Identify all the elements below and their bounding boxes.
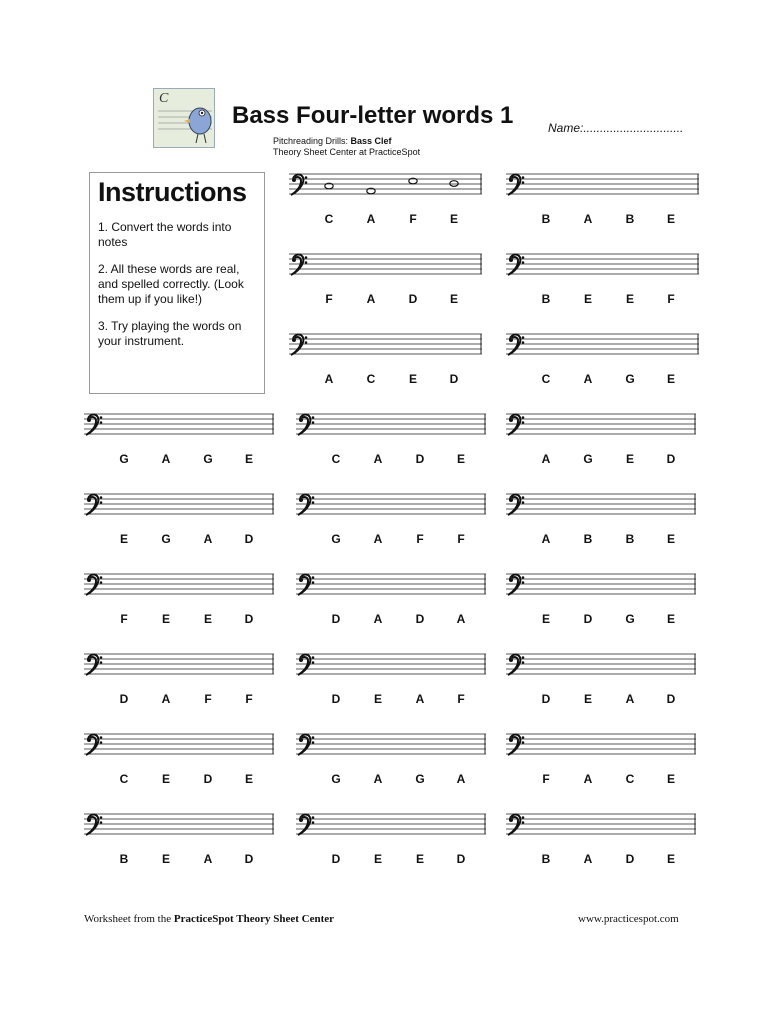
bass-staff[interactable] <box>84 650 274 686</box>
word-staff <box>506 250 699 310</box>
note-letter: F <box>409 212 417 226</box>
note-letter: D <box>331 852 341 866</box>
note-letter: A <box>366 212 376 226</box>
note-letter: D <box>415 452 425 466</box>
note-letter: E <box>625 452 635 466</box>
word-staff <box>84 570 274 630</box>
subtitle-drills-bold: Bass Clef <box>350 136 392 146</box>
note-letter: D <box>203 772 213 786</box>
note-letter: E <box>449 212 459 226</box>
note-letter: E <box>666 612 676 626</box>
bass-clef-icon <box>291 175 307 195</box>
instructions-box <box>89 172 265 394</box>
practicespot-logo <box>153 88 215 148</box>
note-letter: D <box>244 612 254 626</box>
note-letter: F <box>416 532 424 546</box>
word-staff <box>506 810 696 870</box>
bass-clef-icon <box>508 575 524 595</box>
note-letter: F <box>457 532 465 546</box>
note-letter: E <box>244 772 254 786</box>
note-letter: E <box>415 852 425 866</box>
bass-clef-icon <box>86 575 102 595</box>
note-letter: G <box>119 452 129 466</box>
note-letter: F <box>245 692 253 706</box>
note-letter: A <box>456 612 466 626</box>
bass-clef-icon <box>508 255 524 275</box>
page-title: Bass Four-letter words 1 <box>232 102 514 129</box>
note-letter: E <box>541 612 551 626</box>
note-letter: A <box>541 452 551 466</box>
note-letter: A <box>625 692 635 706</box>
bass-clef-icon <box>298 815 314 835</box>
word-staff <box>296 490 486 550</box>
note-letter: B <box>625 212 635 226</box>
note-letter: D <box>666 692 676 706</box>
note-letter: A <box>415 692 425 706</box>
note-letter: E <box>244 452 254 466</box>
bass-staff[interactable] <box>84 410 274 446</box>
word-staff <box>84 650 274 710</box>
note-letter: G <box>161 532 171 546</box>
bass-clef-icon <box>298 495 314 515</box>
note-letter: D <box>119 692 129 706</box>
note-letter: A <box>324 372 334 386</box>
bass-staff[interactable] <box>289 170 482 206</box>
note-letter: E <box>408 372 418 386</box>
word-staff <box>506 330 699 390</box>
note-letter: D <box>331 612 341 626</box>
note-letter: C <box>366 372 376 386</box>
bass-clef-icon <box>508 175 524 195</box>
bass-staff[interactable] <box>506 570 696 606</box>
note-letter: E <box>666 212 676 226</box>
note-letter: G <box>625 612 635 626</box>
note-letter: A <box>203 852 213 866</box>
note-letter: C <box>331 452 341 466</box>
word-staff <box>506 650 696 710</box>
note-letter: F <box>667 292 675 306</box>
bass-staff[interactable] <box>506 410 696 446</box>
word-staff <box>506 410 696 470</box>
bass-staff[interactable] <box>506 650 696 686</box>
bass-staff[interactable] <box>289 250 482 286</box>
bass-staff[interactable] <box>296 730 486 766</box>
word-staff <box>296 730 486 790</box>
note-letter: A <box>373 772 383 786</box>
word-staff <box>296 650 486 710</box>
note-letter: G <box>625 372 635 386</box>
bird-icon <box>154 89 216 149</box>
note-letter: A <box>373 452 383 466</box>
note-letter: A <box>161 452 171 466</box>
bass-clef-icon <box>298 735 314 755</box>
note-letter: G <box>203 452 213 466</box>
note-letter: F <box>120 612 128 626</box>
note-letter: F <box>325 292 333 306</box>
bass-staff[interactable] <box>289 330 482 366</box>
note-letter: E <box>666 532 676 546</box>
note-letter: D <box>415 612 425 626</box>
word-staff <box>296 810 486 870</box>
note-letter: D <box>244 532 254 546</box>
note-letter: D <box>666 452 676 466</box>
bass-clef-icon <box>508 495 524 515</box>
bass-staff[interactable] <box>506 490 696 526</box>
word-staff <box>296 570 486 630</box>
word-staff <box>289 330 482 390</box>
note-letter: C <box>541 372 551 386</box>
bass-staff[interactable] <box>296 570 486 606</box>
word-staff <box>289 250 482 310</box>
instructions-title: Instructions <box>98 177 247 207</box>
footer-credit <box>84 913 334 925</box>
note-letter: E <box>456 452 466 466</box>
note-letter: C <box>324 212 334 226</box>
bass-clef-icon <box>508 815 524 835</box>
note-letter: F <box>204 692 212 706</box>
subtitle-drills <box>273 136 392 146</box>
note-letter: A <box>583 852 593 866</box>
note-letter: D <box>456 852 466 866</box>
note-letter: A <box>456 772 466 786</box>
note-letter: B <box>625 532 635 546</box>
note-letter: E <box>666 852 676 866</box>
note-letter: C <box>119 772 129 786</box>
bass-clef-icon <box>508 735 524 755</box>
note-letter: A <box>373 612 383 626</box>
name-field[interactable]: Name:.............................. <box>548 121 684 135</box>
bass-clef-icon <box>86 815 102 835</box>
note-letter: B <box>583 532 593 546</box>
note-letter: D <box>625 852 635 866</box>
bass-clef-icon <box>508 335 524 355</box>
bass-clef-icon <box>508 415 524 435</box>
logo-letter: C <box>159 91 169 106</box>
note-letter: D <box>541 692 551 706</box>
bass-clef-icon <box>298 575 314 595</box>
bass-staff[interactable] <box>296 410 486 446</box>
note-letter: F <box>457 692 465 706</box>
subtitle-center: Theory Sheet Center at PracticeSpot <box>273 147 421 157</box>
subtitle-drills-prefix: Pitchreading Drills: <box>273 136 351 146</box>
note-letter: A <box>583 772 593 786</box>
note-letter: E <box>203 612 213 626</box>
note-letter: G <box>331 532 341 546</box>
note-letter: A <box>161 692 171 706</box>
note-letter: C <box>625 772 635 786</box>
note-letter: G <box>583 452 593 466</box>
word-staff <box>506 170 699 230</box>
note-letter: F <box>542 772 550 786</box>
word-staff <box>84 410 274 470</box>
bass-clef-icon <box>86 495 102 515</box>
bass-staff[interactable] <box>84 810 274 846</box>
bass-staff[interactable] <box>506 730 696 766</box>
note-letter: E <box>666 372 676 386</box>
bass-staff[interactable] <box>506 250 699 286</box>
note-letter: A <box>541 532 551 546</box>
bass-staff[interactable] <box>84 730 274 766</box>
bass-clef-icon <box>86 735 102 755</box>
note-letter: D <box>244 852 254 866</box>
note-letter: E <box>583 292 593 306</box>
footer-url[interactable]: www.practicespot.com <box>578 913 679 925</box>
bass-clef-icon <box>508 655 524 675</box>
note-letter: A <box>583 212 593 226</box>
footer-credit-bold: PracticeSpot Theory Sheet Center <box>173 913 335 925</box>
bass-clef-icon <box>291 255 307 275</box>
note-letter: A <box>373 532 383 546</box>
note-letter: D <box>331 692 341 706</box>
word-staff <box>289 170 482 230</box>
note-letter: D <box>583 612 593 626</box>
note-letter: A <box>366 292 376 306</box>
bass-staff[interactable] <box>84 490 274 526</box>
note-letter: E <box>583 692 593 706</box>
word-staff <box>84 810 274 870</box>
note-letter: B <box>541 212 551 226</box>
word-staff <box>506 730 696 790</box>
bass-staff[interactable] <box>506 810 696 846</box>
word-staff <box>506 490 696 550</box>
instruction-item: 1. Convert the words into notes <box>98 220 232 249</box>
note-letter: E <box>373 692 383 706</box>
instruction-item: 2. All these words are real, and spelled correctly. (Look them up if you like!) <box>98 262 244 306</box>
word-staff <box>506 570 696 630</box>
bass-clef-icon <box>86 655 102 675</box>
note-letter: A <box>583 372 593 386</box>
note-letter: E <box>161 852 171 866</box>
word-staff <box>296 410 486 470</box>
note-letter: E <box>373 852 383 866</box>
bass-staff[interactable] <box>296 490 486 526</box>
note-letter: D <box>408 292 418 306</box>
note-letter: A <box>203 532 213 546</box>
note-letter: E <box>161 612 171 626</box>
bass-clef-icon <box>291 335 307 355</box>
bass-clef-icon <box>298 415 314 435</box>
note-letter: G <box>331 772 341 786</box>
note-letter: E <box>449 292 459 306</box>
bass-staff[interactable] <box>84 570 274 606</box>
note-letter: E <box>161 772 171 786</box>
note-letter: E <box>119 532 129 546</box>
word-staff <box>84 490 274 550</box>
note-letter: G <box>415 772 425 786</box>
note-letter: D <box>449 372 459 386</box>
whole-note <box>450 181 458 187</box>
bass-clef-icon <box>86 415 102 435</box>
note-letter: B <box>541 852 551 866</box>
bass-staff[interactable] <box>296 650 486 686</box>
footer-credit-prefix: Worksheet from the <box>84 913 174 925</box>
bass-staff[interactable] <box>506 170 699 206</box>
note-letter: B <box>119 852 129 866</box>
note-letter: E <box>666 772 676 786</box>
bass-staff[interactable] <box>296 810 486 846</box>
word-staff <box>84 730 274 790</box>
instruction-item: 3. Try playing the words on your instrument. <box>98 319 242 348</box>
bass-clef-icon <box>298 655 314 675</box>
note-letter: E <box>625 292 635 306</box>
bass-staff[interactable] <box>506 330 699 366</box>
note-letter: B <box>541 292 551 306</box>
